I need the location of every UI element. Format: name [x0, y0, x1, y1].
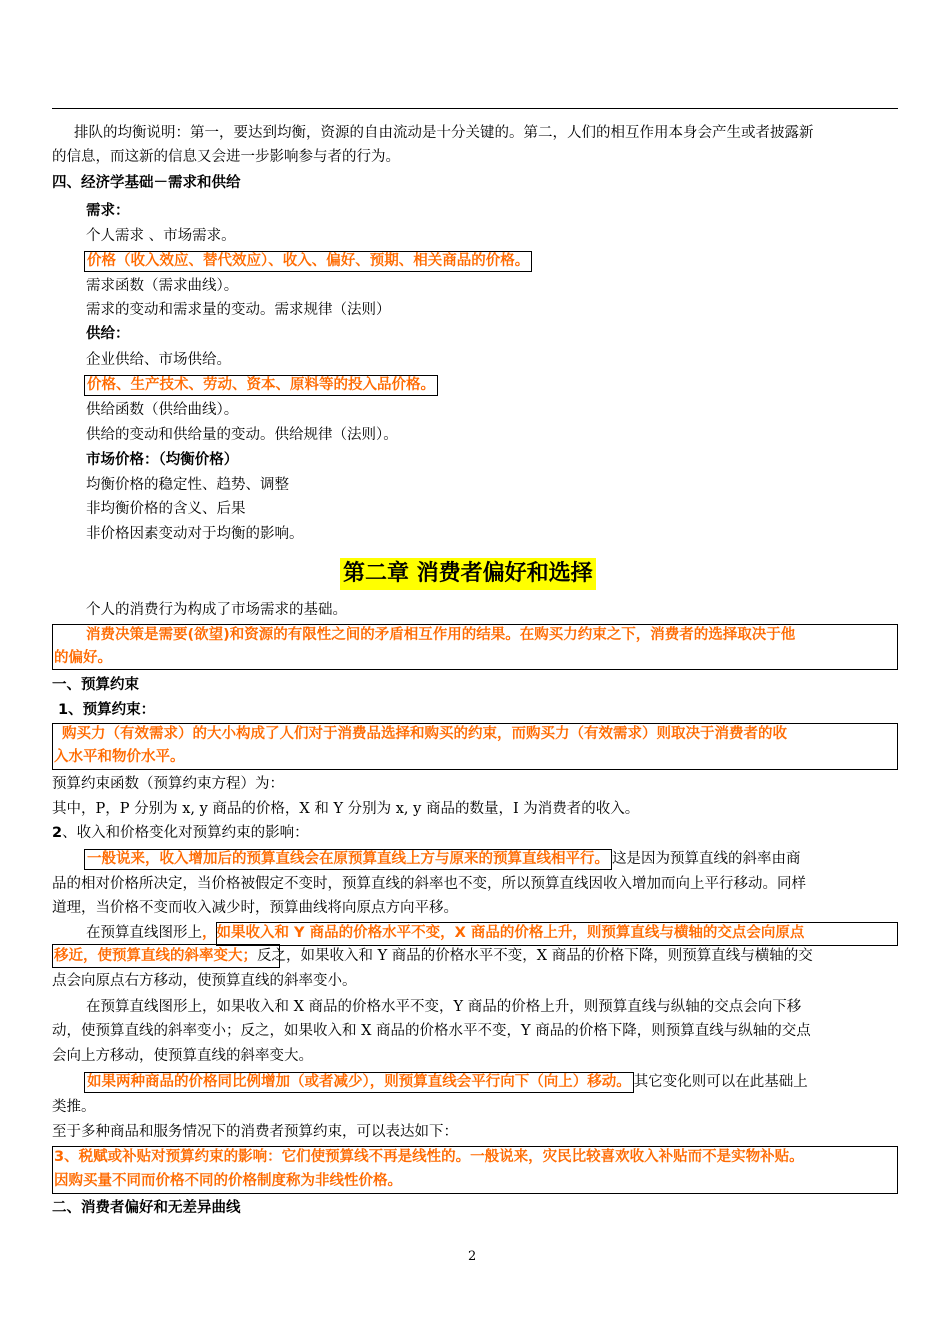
text-line: 动，使预算直线的斜率变小；反之，如果收入和 X 商品的价格水平不变，Y 商品的价格下降，则预算直线与纵轴的交点	[52, 1023, 811, 1039]
highlight-box: 一般说来，收入增加后的预算直线会在原预算直线上方与原来的预算直线相平行。	[84, 849, 612, 870]
paragraph: 排队的均衡说明：第一，要达到均衡，资源的自由流动是十分关键的。第二，人们的相互作用本身会产生或者披露新	[74, 125, 814, 141]
highlight-text: 因购买量不同而价格不同的价格制度称为非线性价格。	[54, 1173, 402, 1189]
highlight-text: 的偏好。	[54, 650, 112, 666]
highlight-line	[84, 374, 438, 396]
text-line: 至于多种商品和服务情况下的消费者预算约束，可以表达如下：	[52, 1124, 458, 1140]
highlight-text: 入水平和物价水平。	[54, 749, 185, 765]
paragraph: 的信息，而这新的信息又会进一步影响参与者的行为。	[52, 149, 400, 165]
text-line: 品的相对价格所决定，当价格被假定不变时，预算直线的斜率也不变，所以预算直线因收入增加而向上平行移动。同样	[52, 876, 806, 892]
highlight-text: 3、税赋或补贴对预算约束的影响：它们使预算线不再是线性的。一般说来，灾民比较喜欢收入补贴而不是实物补贴。	[54, 1149, 804, 1165]
number: 2	[52, 825, 63, 841]
header-rule	[52, 108, 898, 109]
highlight-box: 价格（收入效应、替代效应）、收入、偏好、预期、相关商品的价格。	[84, 251, 532, 272]
text-line: 个人的消费行为构成了市场需求的基础。	[86, 602, 347, 618]
highlight-text: 移近，使预算直线的斜率变大；	[54, 948, 257, 964]
subsection-heading: 1、预算约束：	[58, 702, 156, 718]
text: 其它变化则可以在此基础上	[633, 1074, 808, 1090]
section-heading: 四、经济学基础－需求和供给	[52, 175, 241, 191]
mixed-line	[84, 848, 801, 870]
subsection-heading	[52, 822, 309, 844]
text-line: 类推。	[52, 1099, 96, 1115]
section-heading: 一、预算约束	[52, 677, 139, 693]
highlight-text: 消费决策是需要(欲望)和资源的有限性之间的矛盾相互作用的结果。在购买力约束之下，消费者的选择取决于他	[86, 627, 796, 643]
text-line: 点会向原点右方移动，使预算直线的斜率变小。	[52, 973, 357, 989]
text: 这是因为预算直线的斜率由商	[612, 851, 801, 867]
text-line: 非均衡价格的含义、后果	[86, 501, 246, 517]
text-line: 预算约束函数（预算约束方程）为：	[52, 776, 284, 792]
demand-title: 需求：	[86, 203, 130, 219]
mixed-line	[54, 945, 813, 967]
text-line: 道理，当价格不变而收入减少时，预算曲线将向原点方向平移。	[52, 900, 458, 916]
highlight-line	[84, 250, 532, 272]
text-line: 在预算直线图形上，如果收入和 X 商品的价格水平不变，Y 商品的价格上升，则预算直线与纵轴的交点会向下移	[86, 999, 802, 1015]
highlight-text: 购买力（有效需求）的大小构成了人们对于消费品选择和购买的约束，而购买力（有效需求）则取决于消费者的收	[62, 726, 787, 742]
text-line: 供给的变动和供给量的变动。供给规律（法则）。	[86, 427, 398, 443]
highlight-box: 如果两种商品的价格同比例增加（或者减少），则预算直线会平行向下（向上）移动。	[84, 1072, 634, 1093]
text-line: 会向上方移动，使预算直线的斜率变大。	[52, 1048, 313, 1064]
mixed-line	[84, 1071, 808, 1093]
text-line: 个人需求 、市场需求。	[86, 228, 236, 244]
mixed-line	[86, 922, 804, 944]
chapter-title: 第二章 消费者偏好和选择	[340, 558, 596, 590]
supply-title: 供给：	[86, 326, 130, 342]
text-line: 非价格因素变动对于均衡的影响。	[86, 526, 304, 542]
highlight-text: ，如果收入和 Y 商品的价格水平不变，X 商品的价格上升，则预算直线与横轴的交点会向原点	[202, 925, 805, 941]
text-line: 需求函数（需求曲线）。	[86, 278, 239, 294]
text-line: 需求的变动和需求量的变动。需求规律（法则）	[86, 302, 391, 318]
market-title: 市场价格：（均衡价格）	[86, 452, 239, 468]
text-line: 企业供给、市场供给。	[86, 352, 231, 368]
section-heading: 二、消费者偏好和无差异曲线	[52, 1200, 241, 1216]
heading-text: 、收入和价格变化对预算约束的影响：	[62, 825, 309, 841]
highlight-box: 价格、生产技术、劳动、资本、原料等的投入品价格。	[84, 375, 438, 396]
text: 反之，如果收入和 Y 商品的价格水平不变，X 商品的价格下降，则预算直线与横轴的交	[257, 948, 813, 964]
page-number: 2	[468, 1249, 477, 1264]
text-line: 其中，P，P 分别为 x, y 商品的价格，X 和 Y 分别为 x, y 商品的数量，I 为消费者的收入。	[52, 801, 640, 817]
text-line: 供给函数（供给曲线）。	[86, 402, 239, 418]
text: 在预算直线图形上	[86, 925, 202, 941]
text-line: 均衡价格的稳定性、趋势、调整	[86, 477, 289, 493]
